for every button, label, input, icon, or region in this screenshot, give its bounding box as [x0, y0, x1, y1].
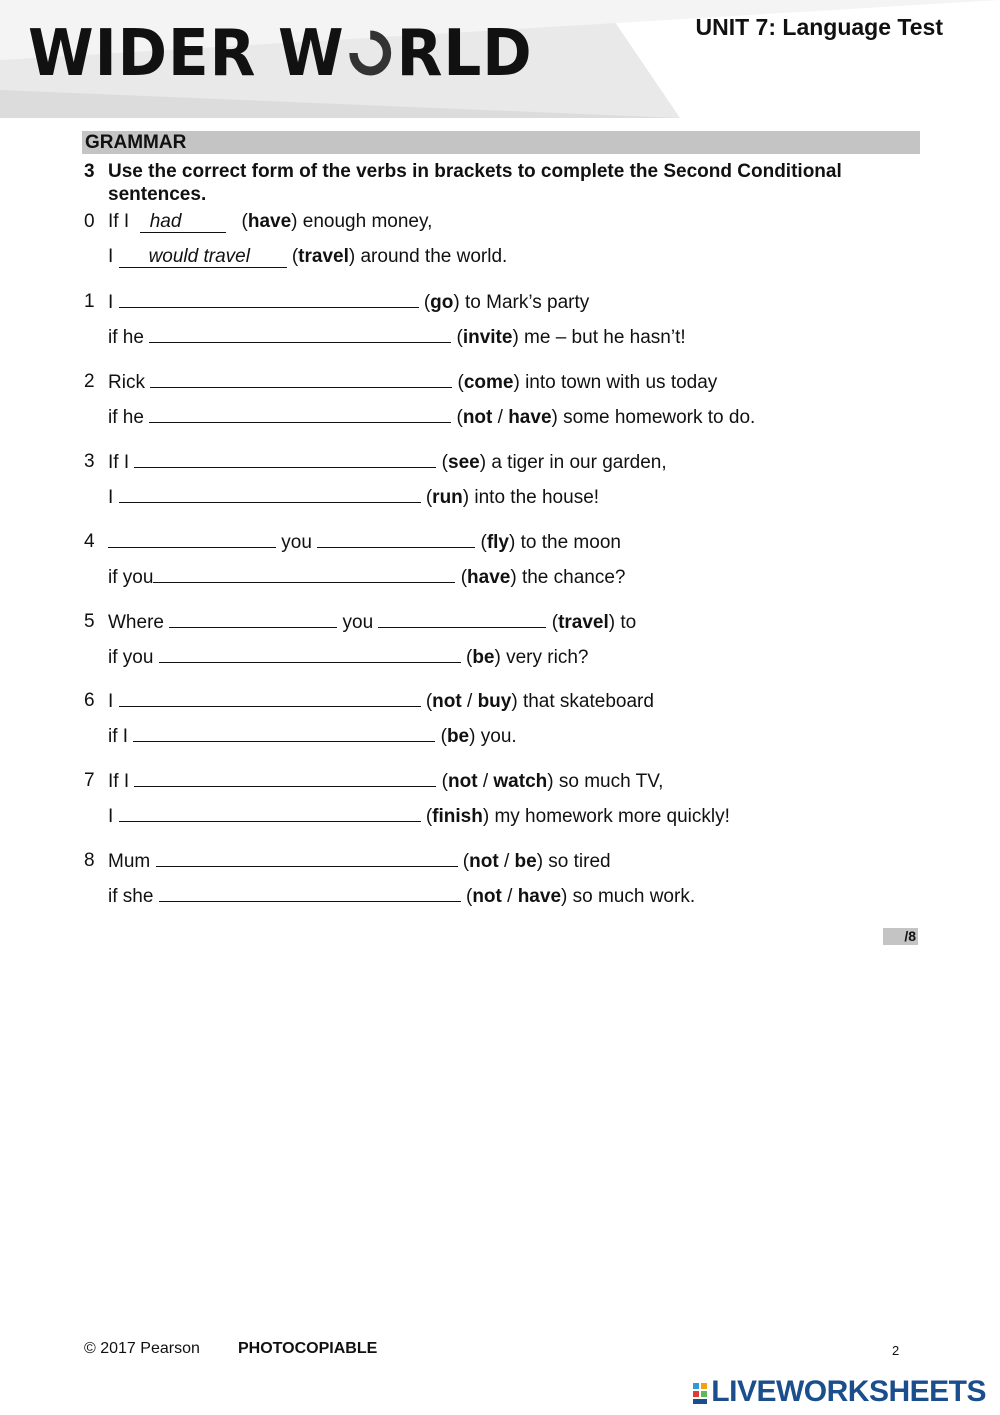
- wider-world-logo: WIDER W RLD: [28, 17, 533, 91]
- question-line: Mum (not / be) so tired: [108, 851, 611, 872]
- question-number: 2: [84, 371, 95, 392]
- example-answer-1: had: [140, 212, 226, 233]
- answer-blank[interactable]: [317, 530, 475, 548]
- answer-blank[interactable]: [156, 849, 458, 867]
- answer-blank[interactable]: [133, 724, 435, 742]
- example-line-2: I would travel (travel) around the world.: [108, 246, 508, 267]
- instruction-number: 3: [84, 161, 95, 182]
- answer-blank[interactable]: [134, 769, 436, 787]
- question-number: 4: [84, 531, 95, 552]
- question-line: If I (see) a tiger in our garden,: [108, 452, 667, 473]
- answer-blank[interactable]: [159, 645, 461, 663]
- answer-blank[interactable]: [119, 689, 421, 707]
- question-number: 5: [84, 611, 95, 632]
- answer-blank[interactable]: [153, 565, 455, 583]
- answer-blank[interactable]: [378, 610, 546, 628]
- answer-blank[interactable]: [159, 884, 461, 902]
- section-header: [82, 131, 920, 154]
- question-number: 1: [84, 291, 95, 312]
- liveworksheets-brand[interactable]: LIVEWORKSHEETS: [711, 1375, 986, 1408]
- question-number: 6: [84, 690, 95, 711]
- question-line: if I (be) you.: [108, 726, 517, 747]
- example-line-1: If I had (have) enough money,: [108, 211, 433, 232]
- logo-ring-icon: [346, 26, 394, 78]
- unit-title: UNIT 7: Language Test: [695, 14, 943, 40]
- question-line: if he (not / have) some homework to do.: [108, 407, 756, 428]
- copyright: © 2017 Pearson: [84, 1340, 200, 1357]
- section-title: GRAMMAR: [85, 132, 187, 153]
- question-line: I (run) into the house!: [108, 487, 600, 508]
- answer-blank[interactable]: [149, 325, 451, 343]
- example-answer-2: would travel: [119, 247, 287, 268]
- question-number: 7: [84, 770, 95, 791]
- answer-blank[interactable]: [134, 450, 436, 468]
- question-line: if you (be) very rich?: [108, 647, 589, 668]
- answer-blank[interactable]: [149, 405, 451, 423]
- question-number: 8: [84, 850, 95, 871]
- question-line: if she (not / have) so much work.: [108, 886, 696, 907]
- question-number: 0: [84, 211, 95, 232]
- question-line: if you (have) the chance?: [108, 567, 626, 588]
- score-box: /8: [883, 928, 918, 945]
- question-number: 3: [84, 451, 95, 472]
- instruction-text: Use the correct form of the verbs in brackets to complete the Second Conditional sentences.: [108, 161, 842, 205]
- question-line: Where you (travel) to: [108, 612, 637, 633]
- answer-blank[interactable]: [119, 485, 421, 503]
- answer-blank[interactable]: [108, 530, 276, 548]
- question-line: I (finish) my homework more quickly!: [108, 806, 730, 827]
- answer-blank[interactable]: [150, 370, 452, 388]
- question-line: I (go) to Mark’s party: [108, 292, 590, 313]
- answer-blank[interactable]: [169, 610, 337, 628]
- question-line: If I (not / watch) so much TV,: [108, 771, 664, 792]
- question-line: I (not / buy) that skateboard: [108, 691, 654, 712]
- page-number: 2: [892, 1343, 900, 1358]
- answer-blank[interactable]: [119, 290, 419, 308]
- question-line: if he (invite) me – but he hasn’t!: [108, 327, 686, 348]
- photocopiable-label: PHOTOCOPIABLE: [238, 1340, 378, 1357]
- question-line: you (fly) to the moon: [108, 530, 621, 555]
- answer-blank[interactable]: [119, 804, 421, 822]
- question-line: Rick (come) into town with us today: [108, 372, 718, 393]
